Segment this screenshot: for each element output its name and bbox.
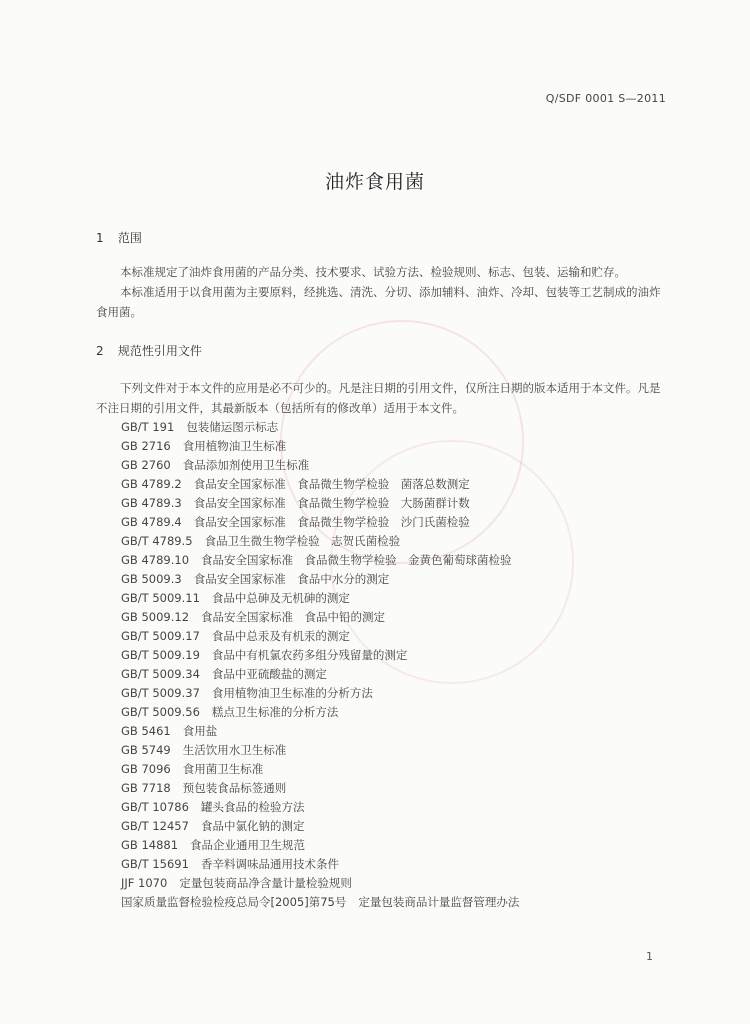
reference-item [121,817,519,836]
reference-item [121,874,519,893]
reference-code: 国家质量监督检验检疫总局令[2005]第75号 [121,895,347,909]
reference-item [121,779,519,798]
reference-title: 食品中亚硫酸盐的测定 [211,667,327,681]
reference-title: 香辛料调味品通用技术条件 [200,857,339,871]
reference-item [121,722,519,741]
reference-title: 生活饮用水卫生标准 [182,743,287,757]
reference-code: GB 2760 [121,458,171,472]
reference-code: GB/T 5009.19 [121,648,200,662]
reference-title: 食品添加剂使用卫生标准 [182,458,310,472]
reference-title: 定量包装商品净含量计量检验规则 [179,876,352,890]
reference-code: GB/T 12457 [121,819,189,833]
reference-title: 食品中总汞及有机汞的测定 [211,629,350,643]
reference-code: GB/T 5009.17 [121,629,200,643]
reference-item [121,532,519,551]
section-title: 规范性引用文件 [117,344,202,358]
reference-code: GB/T 5009.11 [121,591,200,605]
reference-item [121,703,519,722]
reference-code: GB 4789.10 [121,553,190,567]
reference-item [121,570,519,589]
reference-item [121,760,519,779]
reference-code: GB/T 10786 [121,800,189,814]
reference-item [121,836,519,855]
reference-title: 食用菌卫生标准 [182,762,264,776]
reference-item [121,646,519,665]
reference-item [121,418,519,437]
reference-title: 食品安全国家标准 食品微生物学检验 沙门氏菌检验 [193,515,470,529]
reference-item [121,798,519,817]
reference-title: 食品中氯化钠的测定 [200,819,305,833]
standard-code: Q/SDF 0001 S—2011 [545,92,666,105]
reference-item [121,627,519,646]
reference-code: GB/T 191 [121,420,175,434]
references-intro: 下列文件对于本文件的应用是必不可少的。凡是注日期的引用文件，仅所注日期的版本适用于本文件。凡是不注日期的引用文件，其最新版本（包括所有的修改单）适用于本文件。 [96,381,661,415]
reference-code: GB/T 5009.37 [121,686,200,700]
section-title: 范围 [117,231,142,245]
reference-title: 食用植物油卫生标准 [182,439,287,453]
page-title: 油炸食用菌 [324,171,425,193]
reference-title: 包装储运图示标志 [186,420,279,434]
reference-title: 食用植物油卫生标准的分析方法 [211,686,373,700]
reference-title: 食品中总砷及无机砷的测定 [211,591,350,605]
reference-title: 食用盐 [182,724,218,738]
reference-title: 糕点卫生标准的分析方法 [211,705,339,719]
reference-item [121,608,519,627]
scope-paragraph-2: 本标准适用于以食用菌为主要原料，经挑选、清洗、分切、添加辅料、油炸、冷却、包装等工艺制成的油炸食用菌。 [96,285,661,319]
reference-title: 预包装食品标签通则 [182,781,287,795]
reference-item [121,665,519,684]
reference-title: 食品中有机氯农药多组分残留量的测定 [211,648,408,662]
reference-code: GB 2716 [121,439,171,453]
reference-code: GB 5749 [121,743,171,757]
reference-code: GB 7718 [121,781,171,795]
reference-code: GB 4789.3 [121,496,182,510]
section-number: 2 [96,344,104,358]
reference-code: GB 5009.3 [121,572,182,586]
reference-code: GB/T 15691 [121,857,189,871]
section-2-heading [96,342,202,359]
reference-code: GB 14881 [121,838,179,852]
reference-item [121,437,519,456]
reference-item [121,893,519,912]
reference-code: JJF 1070 [121,876,168,890]
reference-title: 食品安全国家标准 食品微生物学检验 大肠菌群计数 [193,496,470,510]
section-1-heading [96,229,142,246]
reference-item [121,551,519,570]
reference-title: 罐头食品的检验方法 [200,800,305,814]
page-number: 1 [646,950,653,963]
reference-item [121,456,519,475]
reference-item [121,855,519,874]
reference-code: GB 7096 [121,762,171,776]
reference-title: 食品安全国家标准 食品中水分的测定 [193,572,390,586]
reference-code: GB/T 5009.56 [121,705,200,719]
reference-code: GB/T 4789.5 [121,534,193,548]
reference-code: GB 5461 [121,724,171,738]
reference-item [121,513,519,532]
reference-item [121,494,519,513]
scope-paragraph-1: 本标准规定了油炸食用菌的产品分类、技术要求、试验方法、检验规则、标志、包装、运输和贮存。 [120,265,626,279]
reference-item [121,589,519,608]
reference-title: 食品安全国家标准 食品微生物学检验 金黄色葡萄球菌检验 [201,553,512,567]
reference-title: 食品卫生微生物学检验 志贺氏菌检验 [204,534,401,548]
reference-item [121,741,519,760]
reference-list [121,418,519,912]
reference-title: 定量包装商品计量监督管理办法 [358,895,520,909]
reference-code: GB 5009.12 [121,610,190,624]
reference-code: GB 4789.4 [121,515,182,529]
reference-title: 食品安全国家标准 食品中铅的测定 [201,610,386,624]
reference-title: 食品安全国家标准 食品微生物学检验 菌落总数测定 [193,477,470,491]
reference-code: GB 4789.2 [121,477,182,491]
reference-item [121,475,519,494]
reference-title: 食品企业通用卫生规范 [190,838,306,852]
reference-code: GB/T 5009.34 [121,667,200,681]
section-number: 1 [96,231,104,245]
reference-item [121,684,519,703]
